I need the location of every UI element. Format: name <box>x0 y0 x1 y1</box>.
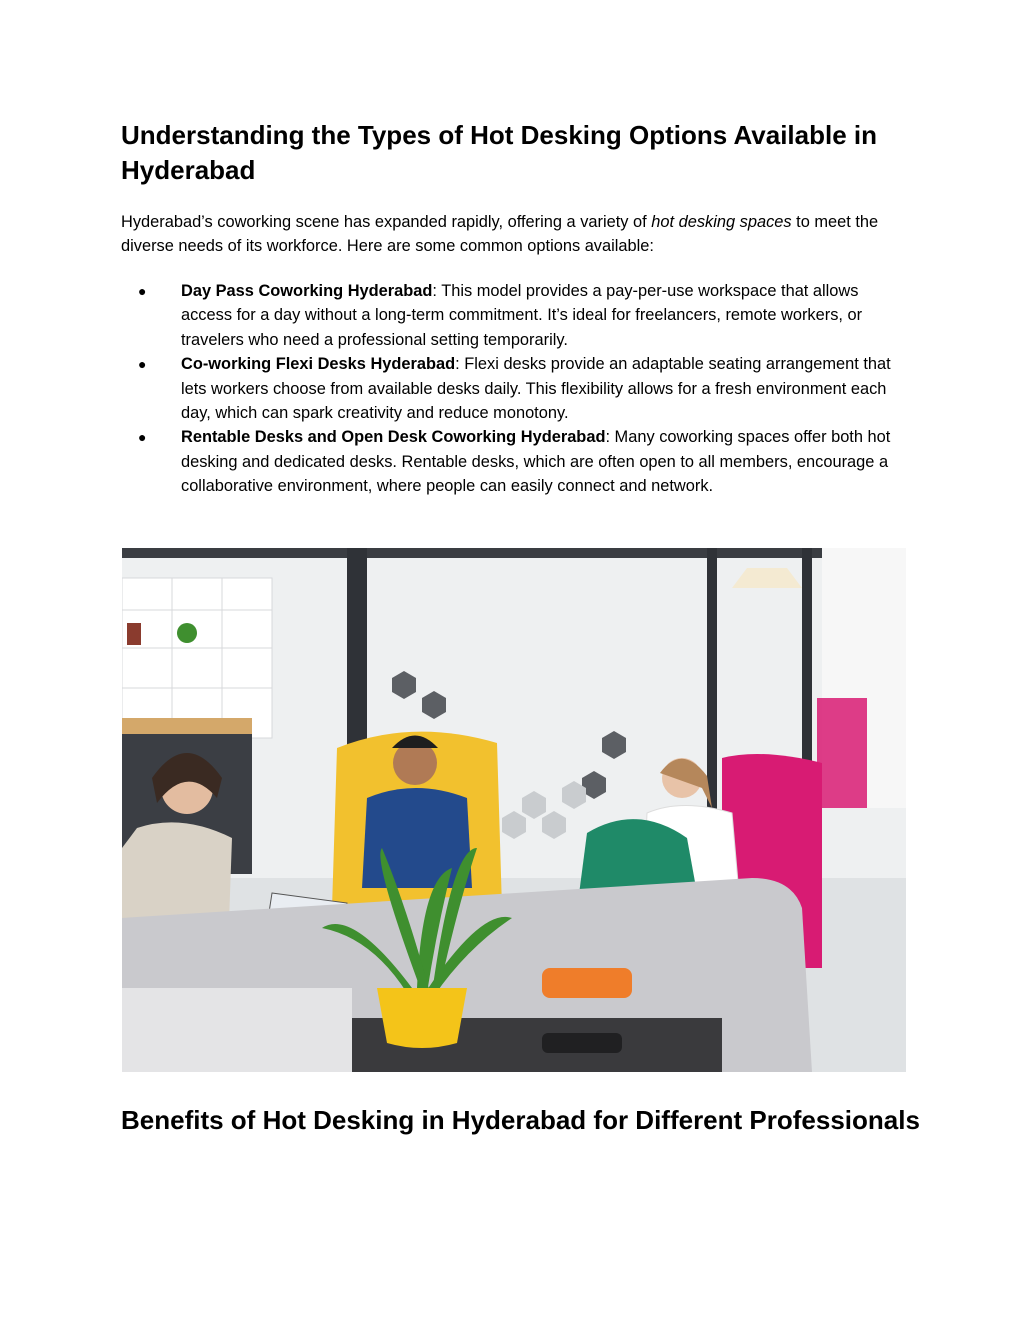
coworking-illustration <box>122 548 906 1072</box>
list-item-title: Co-working Flexi Desks Hyderabad <box>181 355 456 374</box>
options-list <box>121 279 911 499</box>
coffee-table <box>322 1018 722 1072</box>
intro-emphasis: hot desking spaces <box>651 213 792 231</box>
list-item <box>121 425 911 498</box>
intro-paragraph <box>121 210 911 258</box>
section-heading-types: Understanding the Types of Hot Desking Options Available in Hyderabad <box>121 120 878 185</box>
bullet-icon: ● <box>138 356 147 373</box>
orange-cushion <box>542 968 632 998</box>
man-shirt <box>362 788 472 888</box>
phone-icon <box>542 1033 622 1053</box>
sofa-arm <box>122 988 352 1072</box>
coworking-photo <box>122 548 906 1072</box>
shelf-jar <box>127 623 141 645</box>
list-item-title: Day Pass Coworking Hyderabad <box>181 282 433 300</box>
list-item-text: : Many coworking spaces offer both hot desking and dedicated desks. Rentable desks, which are often open to all members, encourage a collaborative environment, where people can easily connect and network. <box>181 428 891 496</box>
plant-pot <box>377 988 467 1048</box>
bullet-icon: ● <box>138 429 147 446</box>
pink-chair-distant <box>817 698 867 808</box>
intro-text-end: to meet the diverse needs of its workforce. Here are some common options available: <box>121 213 879 255</box>
list-item-text: : This model provides a pay-per-use workspace that allows access for a day without a long-term commitment. It’s ideal for freelancers, remote workers, or travelers who need a professional setting temporarily. <box>181 282 863 349</box>
list-item-title: Rentable Desks and Open Desk Coworking Hyderabad <box>181 428 606 447</box>
list-item <box>121 352 911 425</box>
bullet-icon: ● <box>138 283 147 299</box>
counter-top <box>122 718 252 734</box>
list-item <box>121 279 911 352</box>
shelf-unit <box>122 578 272 738</box>
section-heading-benefits: Benefits of Hot Desking in Hyderabad for Different Professionals <box>121 1105 920 1135</box>
ceiling-rail <box>122 548 906 558</box>
intro-text-start: Hyderabad’s coworking scene has expanded rapidly, offering a variety of <box>121 213 652 231</box>
list-item-text: : Flexi desks provide an adaptable seating arrangement that lets workers choose from available desks daily. This flexibility allows for a fresh environment each day, which can spark creativity and reduce monotony. <box>181 355 891 423</box>
shelf-plant <box>177 623 197 643</box>
